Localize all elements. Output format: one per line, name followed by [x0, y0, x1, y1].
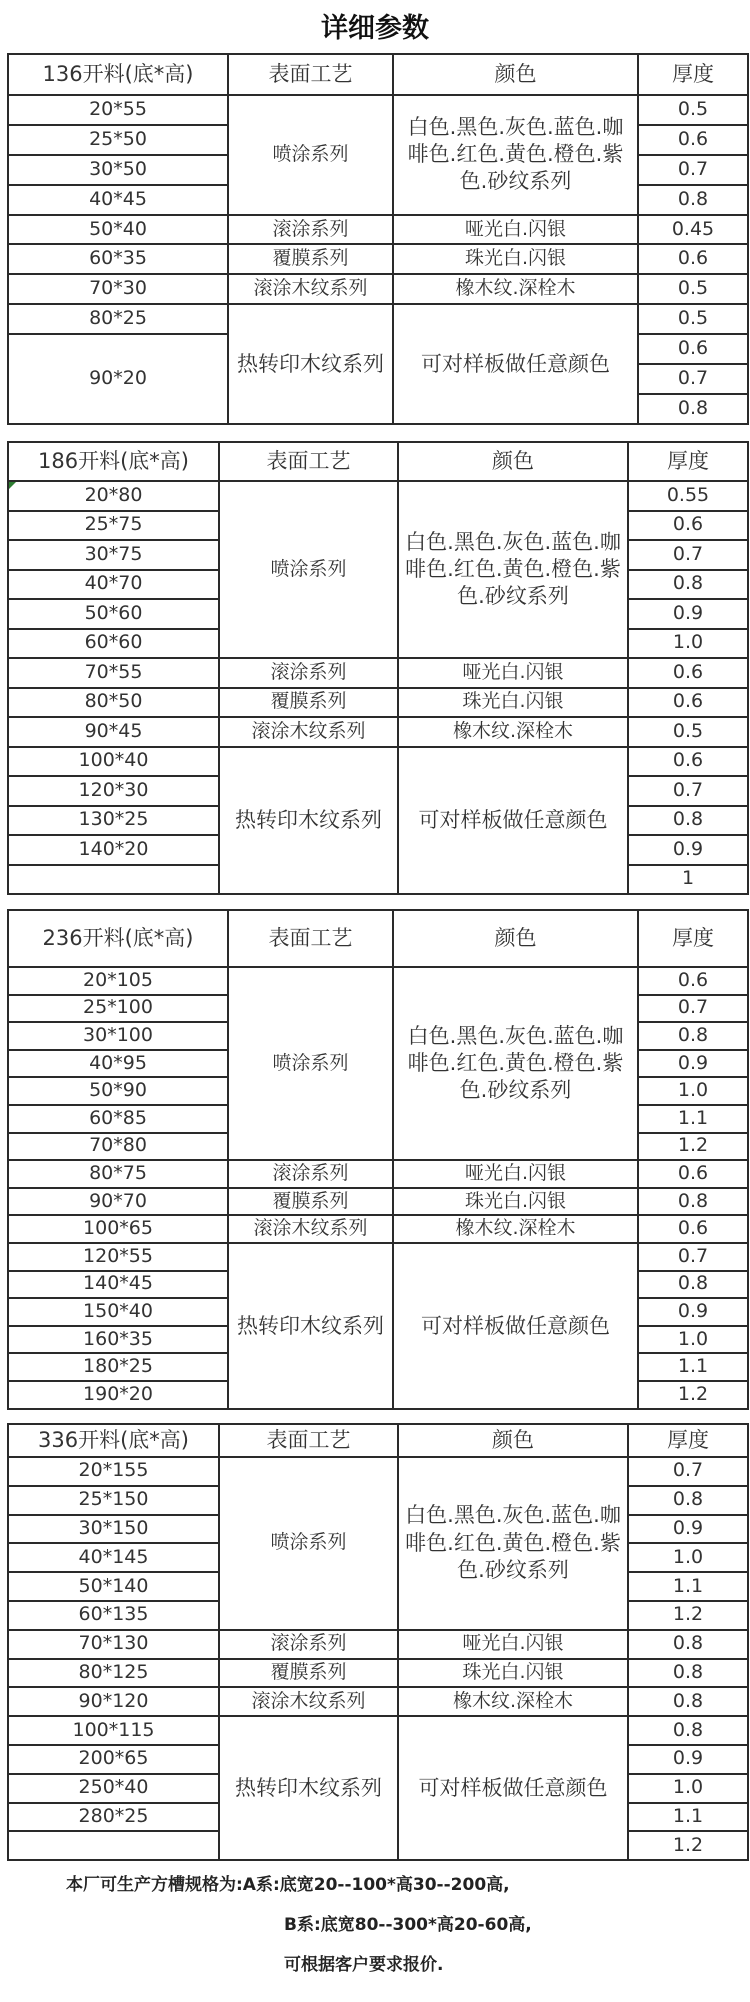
size-cell: 20*55: [8, 95, 228, 125]
size-cell: [8, 865, 219, 895]
header-color: 颜色: [398, 1424, 628, 1457]
process-cell: 滚涂系列: [219, 1630, 398, 1659]
size-cell: 120*55: [8, 1243, 228, 1271]
thickness-cell: 0.45: [638, 215, 748, 245]
thickness-cell: 1.0: [638, 1326, 748, 1354]
table-row: [8, 688, 748, 718]
color-cell: 可对样板做任意颜色: [398, 747, 628, 895]
size-cell: 70*130: [8, 1630, 219, 1659]
color-cell: 可对样板做任意颜色: [393, 1243, 638, 1409]
size-cell: 90*120: [8, 1687, 219, 1716]
size-cell: 50*40: [8, 215, 228, 245]
process-cell: 热转印木纹系列: [219, 1716, 398, 1860]
size-cell: 100*65: [8, 1215, 228, 1243]
process-cell: 喷涂系列: [219, 481, 398, 658]
thickness-cell: 1.2: [628, 1601, 748, 1630]
size-cell: 130*25: [8, 806, 219, 836]
thickness-cell: 1.0: [638, 1077, 748, 1105]
process-cell: 热转印木纹系列: [219, 747, 398, 895]
process-cell: 喷涂系列: [228, 95, 393, 215]
thickness-cell: 0.9: [638, 1298, 748, 1326]
header-process: 表面工艺: [228, 54, 393, 95]
header-size: 186开料(底*高): [8, 442, 219, 481]
header-thickness: 厚度: [638, 910, 748, 967]
spec-table-3: [7, 1423, 749, 1861]
table-row: [8, 215, 748, 245]
table-row: [8, 481, 748, 511]
table-row: [8, 1188, 748, 1216]
size-cell: 140*20: [8, 835, 219, 865]
color-cell: 白色.黑色.灰色.蓝色.咖啡色.红色.黄色.橙色.紫色.砂纹系列: [393, 967, 638, 1160]
color-cell: 白色.黑色.灰色.蓝色.咖啡色.红色.黄色.橙色.紫色.砂纹系列: [393, 95, 638, 215]
size-cell: 80*75: [8, 1160, 228, 1188]
color-cell: 哑光白.闪银: [393, 215, 638, 245]
size-cell: 30*100: [8, 1022, 228, 1050]
thickness-cell: 0.6: [638, 1160, 748, 1188]
size-cell: 150*40: [8, 1298, 228, 1326]
thickness-cell: 0.6: [638, 1215, 748, 1243]
size-cell: 50*60: [8, 599, 219, 629]
size-cell: 20*155: [8, 1457, 219, 1486]
size-cell: 30*150: [8, 1515, 219, 1544]
table-row: [8, 967, 748, 995]
thickness-cell: 0.55: [628, 481, 748, 511]
color-cell: 哑光白.闪银: [393, 1160, 638, 1188]
thickness-cell: 0.5: [628, 717, 748, 747]
size-cell: 40*45: [8, 185, 228, 215]
process-cell: 覆膜系列: [219, 1659, 398, 1688]
thickness-cell: 0.8: [638, 185, 748, 215]
table-row: [8, 244, 748, 274]
thickness-cell: 0.5: [638, 274, 748, 304]
table-row: [8, 1630, 748, 1659]
thickness-cell: 0.8: [628, 1687, 748, 1716]
table-row: [8, 747, 748, 777]
size-cell: 25*75: [8, 511, 219, 541]
thickness-cell: 0.8: [628, 1486, 748, 1515]
thickness-cell: 0.8: [628, 1630, 748, 1659]
size-cell: [8, 1831, 219, 1860]
size-cell: 200*65: [8, 1745, 219, 1774]
table-row: [8, 1457, 748, 1486]
header-color: 颜色: [398, 442, 628, 481]
thickness-cell: 0.9: [628, 599, 748, 629]
table-row: [8, 658, 748, 688]
thickness-cell: 1.1: [628, 1803, 748, 1832]
color-cell: 珠光白.闪银: [393, 1188, 638, 1216]
thickness-cell: 1.2: [628, 1831, 748, 1860]
thickness-cell: 0.8: [638, 1271, 748, 1299]
table-row: [8, 1687, 748, 1716]
thickness-cell: 0.6: [628, 511, 748, 541]
process-cell: 热转印木纹系列: [228, 1243, 393, 1409]
size-cell: 80*50: [8, 688, 219, 718]
size-cell: 40*95: [8, 1050, 228, 1078]
process-cell: 覆膜系列: [219, 688, 398, 718]
header-size: 336开料(底*高): [8, 1424, 219, 1457]
thickness-cell: 0.7: [638, 1243, 748, 1271]
thickness-cell: 1.1: [638, 1353, 748, 1381]
process-cell: 滚涂系列: [228, 1160, 393, 1188]
header-process: 表面工艺: [228, 910, 393, 967]
process-cell: 滚涂木纹系列: [228, 274, 393, 304]
process-cell: 滚涂系列: [219, 658, 398, 688]
size-cell: 160*35: [8, 1326, 228, 1354]
thickness-cell: 1.0: [628, 1543, 748, 1572]
thickness-cell: 0.6: [638, 967, 748, 995]
header-process: 表面工艺: [219, 442, 398, 481]
table-row: [8, 1215, 748, 1243]
footer-note-line3: 可根据客户要求报价.: [284, 1955, 444, 1975]
color-cell: 橡木纹.深栓木: [398, 717, 628, 747]
thickness-cell: 0.7: [638, 995, 748, 1023]
thickness-cell: 0.9: [628, 1515, 748, 1544]
size-cell: 100*115: [8, 1716, 219, 1745]
process-cell: 热转印木纹系列: [228, 304, 393, 424]
process-cell: 滚涂木纹系列: [219, 1687, 398, 1716]
size-cell: 280*25: [8, 1803, 219, 1832]
thickness-cell: 0.6: [628, 688, 748, 718]
process-cell: 喷涂系列: [219, 1457, 398, 1630]
thickness-cell: 0.8: [628, 570, 748, 600]
size-cell: 20*105: [8, 967, 228, 995]
table-row: [8, 95, 748, 125]
header-color: 颜色: [393, 910, 638, 967]
color-cell: 可对样板做任意颜色: [398, 1716, 628, 1860]
process-cell: 喷涂系列: [228, 967, 393, 1160]
size-cell: 90*20: [8, 334, 228, 424]
thickness-cell: 1.2: [638, 1133, 748, 1161]
table-row: [8, 1160, 748, 1188]
spec-table-0: [7, 53, 749, 425]
color-cell: 白色.黑色.灰色.蓝色.咖啡色.红色.黄色.橙色.紫色.砂纹系列: [398, 1457, 628, 1630]
size-cell: 120*30: [8, 776, 219, 806]
size-cell: 80*125: [8, 1659, 219, 1688]
footer-note-line2: B系:底宽80--300*高20-60高,: [284, 1915, 532, 1935]
cell-marker-icon: [9, 482, 16, 489]
size-cell: 140*45: [8, 1271, 228, 1299]
size-cell: 250*40: [8, 1774, 219, 1803]
table-header-row: [8, 442, 748, 481]
size-cell: 180*25: [8, 1353, 228, 1381]
thickness-cell: 0.7: [638, 155, 748, 185]
spec-table-1: [7, 441, 749, 895]
thickness-cell: 1.2: [638, 1381, 748, 1409]
thickness-cell: 0.7: [628, 540, 748, 570]
table-header-row: [8, 910, 748, 967]
color-cell: 珠光白.闪银: [398, 1659, 628, 1688]
color-cell: 哑光白.闪银: [398, 658, 628, 688]
header-thickness: 厚度: [628, 442, 748, 481]
thickness-cell: 0.6: [628, 747, 748, 777]
table-row: [8, 1659, 748, 1688]
color-cell: 橡木纹.深栓木: [393, 274, 638, 304]
table-row: [8, 1243, 748, 1271]
color-cell: 白色.黑色.灰色.蓝色.咖啡色.红色.黄色.橙色.紫色.砂纹系列: [398, 481, 628, 658]
process-cell: 覆膜系列: [228, 1188, 393, 1216]
size-cell: 60*35: [8, 244, 228, 274]
thickness-cell: 1.1: [628, 1572, 748, 1601]
thickness-cell: 1: [628, 865, 748, 895]
thickness-cell: 0.8: [638, 1188, 748, 1216]
thickness-cell: 0.6: [638, 334, 748, 364]
thickness-cell: 0.9: [628, 1745, 748, 1774]
size-cell: 30*75: [8, 540, 219, 570]
thickness-cell: 0.8: [628, 1716, 748, 1745]
size-cell: 40*70: [8, 570, 219, 600]
thickness-cell: 0.6: [638, 244, 748, 274]
size-cell: 60*85: [8, 1105, 228, 1133]
size-cell: 40*145: [8, 1543, 219, 1572]
size-cell: 50*90: [8, 1077, 228, 1105]
size-cell: 70*80: [8, 1133, 228, 1161]
size-cell: 50*140: [8, 1572, 219, 1601]
size-cell: 100*40: [8, 747, 219, 777]
thickness-cell: 0.9: [638, 1050, 748, 1078]
thickness-cell: 0.5: [638, 304, 748, 334]
thickness-cell: 0.6: [638, 125, 748, 155]
process-cell: 滚涂木纹系列: [228, 1215, 393, 1243]
size-cell: 190*20: [8, 1381, 228, 1409]
table-header-row: [8, 54, 748, 95]
size-cell: 25*50: [8, 125, 228, 155]
process-cell: 覆膜系列: [228, 244, 393, 274]
process-cell: 滚涂木纹系列: [219, 717, 398, 747]
footer-note-line1: 本厂可生产方槽规格为:A系:底宽20--100*高30--200高,: [66, 1875, 510, 1895]
process-cell: 滚涂系列: [228, 215, 393, 245]
table-header-row: [8, 1424, 748, 1457]
thickness-cell: 0.8: [638, 1022, 748, 1050]
color-cell: 珠光白.闪银: [393, 244, 638, 274]
thickness-cell: 0.8: [638, 394, 748, 424]
table-row: [8, 1716, 748, 1745]
size-cell: 90*70: [8, 1188, 228, 1216]
color-cell: 哑光白.闪银: [398, 1630, 628, 1659]
size-cell: 80*25: [8, 304, 228, 334]
thickness-cell: 0.7: [638, 364, 748, 394]
thickness-cell: 0.8: [628, 1659, 748, 1688]
header-thickness: 厚度: [628, 1424, 748, 1457]
spec-table-2: [7, 909, 749, 1410]
header-size: 236开料(底*高): [8, 910, 228, 967]
size-cell: 60*135: [8, 1601, 219, 1630]
color-cell: 橡木纹.深栓木: [393, 1215, 638, 1243]
size-cell: 60*60: [8, 629, 219, 659]
color-cell: 珠光白.闪银: [398, 688, 628, 718]
thickness-cell: 0.9: [628, 835, 748, 865]
size-cell: 20*80: [8, 481, 219, 511]
size-cell: 70*30: [8, 274, 228, 304]
thickness-cell: 0.8: [628, 806, 748, 836]
size-cell: 70*55: [8, 658, 219, 688]
thickness-cell: 1.1: [638, 1105, 748, 1133]
thickness-cell: 1.0: [628, 1774, 748, 1803]
thickness-cell: 0.7: [628, 1457, 748, 1486]
size-cell: 25*100: [8, 995, 228, 1023]
thickness-cell: 1.0: [628, 629, 748, 659]
page-title: 详细参数: [321, 13, 429, 44]
size-cell: 90*45: [8, 717, 219, 747]
header-process: 表面工艺: [219, 1424, 398, 1457]
color-cell: 橡木纹.深栓木: [398, 1687, 628, 1716]
color-cell: 可对样板做任意颜色: [393, 304, 638, 424]
size-cell: 30*50: [8, 155, 228, 185]
table-row: [8, 717, 748, 747]
header-size: 136开料(底*高): [8, 54, 228, 95]
header-thickness: 厚度: [638, 54, 748, 95]
table-row: [8, 304, 748, 334]
header-color: 颜色: [393, 54, 638, 95]
thickness-cell: 0.5: [638, 95, 748, 125]
thickness-cell: 0.7: [628, 776, 748, 806]
thickness-cell: 0.6: [628, 658, 748, 688]
table-row: [8, 274, 748, 304]
size-cell: 25*150: [8, 1486, 219, 1515]
